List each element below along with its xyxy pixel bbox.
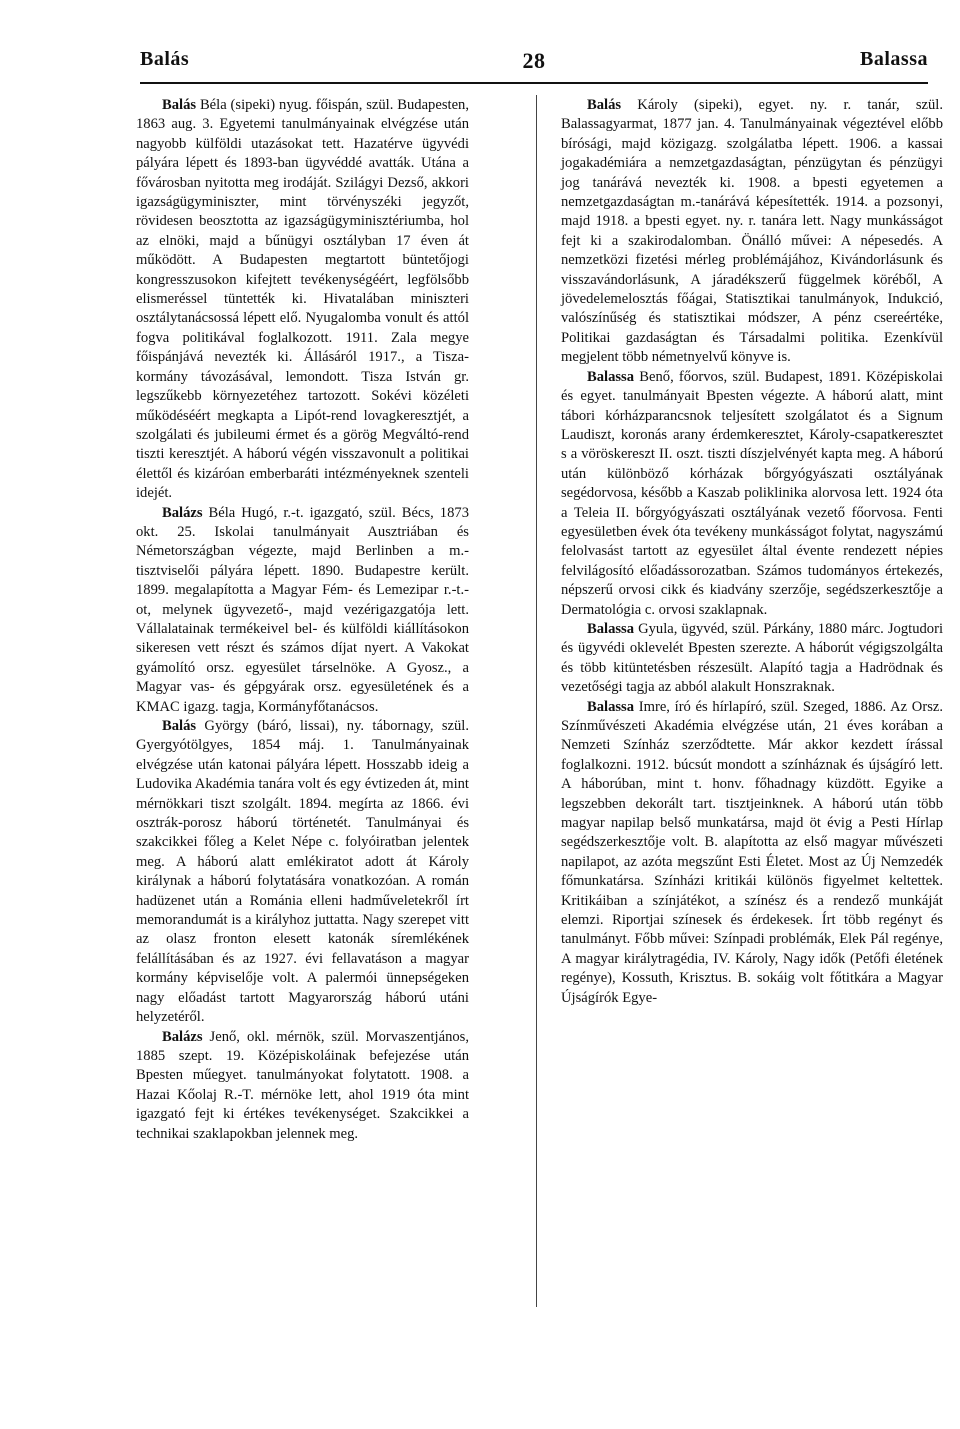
entry-balazs-bela-hugo bbox=[136, 504, 469, 717]
entry-headword: Balázs bbox=[162, 504, 203, 521]
entry-text: György (báró, lissai), ny. tábornagy, szül. Gyergyótölgyes, 1854 máj. 1. Tanulmányainak elvégzése után katonai pályára lépett. Hosszabb ideig a Ludovika Akadémia tanára volt és egy évtizeden át, mint mérnökkari tiszt szolgált. 1894. megírta az 1866. évi osztrák-porosz háború történetét. Tanulmányai és szakcikkei főleg a Kelet Népe c. folyóiratban jelentek meg. A háború alatt emlékiratot adott át Károly királynak a háború folytatására vonatkozóan. A román hadüzenet után a Románia elleni hadműveletekről írt memorandumát is a királyhoz juttatta. Nagy szerepet vitt az olasz fronton elesett katonák síremlékének felállításában és az 1927. évi fellavatáson a magyar kormány képviselője volt. A palermói ünnepségeken nagy előadást tartott Magyarország háború utáni helyzetéről. bbox=[136, 718, 469, 1026]
right-column bbox=[561, 96, 943, 1008]
entry-headword: Balassa bbox=[587, 698, 635, 715]
column-divider bbox=[536, 95, 537, 1307]
entry-balassa-beno bbox=[561, 368, 943, 620]
entry-headword: Balás bbox=[587, 97, 622, 113]
entry-headword: Balás bbox=[162, 97, 197, 113]
entry-text: Gyula, ügyvéd, szül. Párkány, 1880 márc. Jogtudori és ügyvédi oklevelét Bpesten szerezte. A háborút végigszolgálta és több kitüntetésben részesült. Alapító tagja a Hadrödnak és vezetőségi tagja az abból alakult Honszraknak. bbox=[561, 620, 943, 696]
running-head-left: Balás bbox=[140, 48, 190, 70]
entry-balas-karoly bbox=[561, 96, 943, 368]
entry-balazs-jeno bbox=[136, 1028, 469, 1144]
entry-balas-bela bbox=[136, 96, 469, 504]
entry-text: Imre, író és hírlapíró, szül. Szeged, 1886. Az Orsz. Színművészeti Akadémia elvégzése után, 21 éves korában a Nemzeti Színház szerződtette. Már akkor kezdett írással foglalkozni. 1912. búcsút mondott a színháznak és újságíró lett. A háborúban, mint t. honv. főhadnagy küzdött. Egyike a legszebben dekorált tart. tisztjeinknek. A háború után több magyar napilap belső munkatársa, majd öt évig a Pesti Hírlap segédszerkesztője volt. B. alapította az első magyar művészeti napilapot, az azóta megszűnt Esti Életet. Most az Új Nemzedék főmunkatársa. Színházi kritikái különös figyelmet keltettek. Kritikáiban a színjátékot, a színész és a rendező munkáját elemzi. Riportjai színesek és érdekesek. Írt több regényt és tanulmányt. Főbb művei: Színpadi problémák, Elek Pál regénye, A magyar királytragédia, IV. Károly, Nagy idők (Petőfi életének regénye), Kossuth, Krisztus. B. sokáig volt főtitkára a Magyar Újságírók Egye- bbox=[561, 698, 943, 1006]
entry-headword: Balás bbox=[162, 718, 197, 734]
entry-text: Károly (sipeki), egyet. ny. r. tanár, szül. Balassagyarmat, 1877 jan. 4. Tanulmányainak végeztével előbb bírósági, majd közigazg. szolgálatba lépett. 1906. a kassai jogakadémiára a nemzetgazdaságtan, pénzügytan és pénzügyi jog tanárává nevezték ki. 1908. a bpesti egyetemen a nemzetgazdaságtan m.-tanárává képesítették. 1914. a pozsonyi, majd 1918. a bpesti egyet. ny. r. tanára lett. Nagy munkásságot fejt ki a szakirodalomban. Önálló művei: A népesedés. A nemzetközi fizetési mérleg problémájához, Kivándorlásunk és visszavándorlásunk, A járadékszerű függelmek köréből, A jövedelemelosztás főágai, Statisztikai tanulmányok, Indukció, valószínűség és statisztikai módszer, A pénz csereértéke, Politikai gazdaságtan és Társadalmi politika. Ezenkívül megjelent több németnyelvű könyve is. bbox=[561, 97, 943, 366]
entry-text: Béla (sipeki) nyug. főispán, szül. Budapesten, 1863 aug. 3. Egyetemi tanulmányainak elvégzése után nagyobb külföldi utazásokat tett. Hazatérve ügyvédi pályára lépett és 1893-ban ügyvéddé avatták. Utána a fővárosban nyitotta meg irodáját. Szilágyi Dezső, akkori igazságügyminiszter, mint törvényszéki jegyzőt, rövidesen beosztotta az igazságügyminisztériumba, hol az elnöki, majd a bűnügyi osztályban 17 éven át működött. A Budapesten megtartott büntetőjogi kongresszusokon kifejtett tevékenységéért, legfölsőbb elismeréssel tüntették ki. Hivatalában miniszteri osztálytanácsossá lépett elő. Nyugalomba vonult és attól fogva politikával foglalkozott. 1911. Zala megye főispánjává nevezték ki. Állásáról 1917., a Tisza-kormány távozásával, lemondott. Tisza István gr. legszűkebb környezetéhez tartozott. Sokévi közéleti működéséért megkapta a Lipót-rend lovagkeresztjét, a szolgálati és jubileumi érmet és a görög Megváltó-rend tiszti keresztjét. A háború végén visszavonult a politikai élettől és kizáróan emberbaráti intézményeknek szenteli idejét. bbox=[136, 97, 469, 502]
header-rule bbox=[140, 82, 928, 84]
entry-text: Béla Hugó, r.-t. igazgató, szül. Bécs, 1873 okt. 25. Iskolai tanulmányait Ausztriában és Németországban végezte, majd Berlinben a m.-tisztviselői pályára lépett. 1890. Budapestre került. 1899. megalapította a Magyar Fém- és Lemezipar r.-t.-ot, melynek ügyvezető-, majd vezérigazgatója lett. Vállalatainak termékeivel bel- és külföldi kiállításokon sikeresen vett részt és számos díjat nyert. A Vakokat gyámolító orsz. egyesület társelnöke. A Gyosz., a Magyar vas- és gépgyárak orsz. egyesületének és a KMAC igazg. tagja, Kormányfőtanácsos. bbox=[136, 504, 469, 715]
entry-headword: Balassa bbox=[587, 620, 635, 637]
left-column bbox=[136, 96, 469, 1144]
entry-headword: Balassa bbox=[587, 368, 635, 385]
entry-balassa-gyula bbox=[561, 620, 943, 698]
entry-balassa-imre bbox=[561, 698, 943, 1009]
page-number: 28 bbox=[522, 48, 546, 73]
entry-text: Jenő, okl. mérnök, szül. Morvaszentjános, 1885 szept. 19. Középiskoláinak befejezése után Bpesten műegyet. tanulmányokat folytatott. 1908. a Hazai Kőolaj R.-T. mérnöke lett, ahol 1919 óta mint igazgató fejt ki értékes tevékenységet. Szakcikkei a technikai szaklapokban jelennek meg. bbox=[136, 1028, 469, 1142]
entry-text: Benő, főorvos, szül. Budapest, 1891. Középiskolai és egyet. tanulmányait Bpesten végezte. A háború alatt, mint tábori kórházparancsnok teljesített szolgálatot és a Signum Laudiszt, koronás arany érdemkeresztet, Károly-csapatkeresztet s a vöröskereszt II. oszt. tiszti díszjelvényét kapta meg. A háború után különböző kórházak bőrgyógyászati osztályának segédorvosa, később a Kaszab poliklinika alorvosa lett. 1924 óta a Teleia II. bőrgyógyászati osztályának vezető főorvosa. Fenti egyesületben évek óta tevékeny munkásságot folytat, nagyszámú felolvasást tartott az egyesület által évente rendezett népies felvilágosító előadássorozatban. Számos tudományos értekezés, népszerű orvosi cikk és kiadvány szerzője, segédszerkesztője a Dermatológia c. orvosi szaklapnak. bbox=[561, 368, 943, 618]
entry-balas-gyorgy bbox=[136, 717, 469, 1028]
running-head-right: Balassa bbox=[860, 48, 928, 70]
entry-headword: Balázs bbox=[162, 1028, 203, 1045]
page-header bbox=[140, 48, 928, 82]
